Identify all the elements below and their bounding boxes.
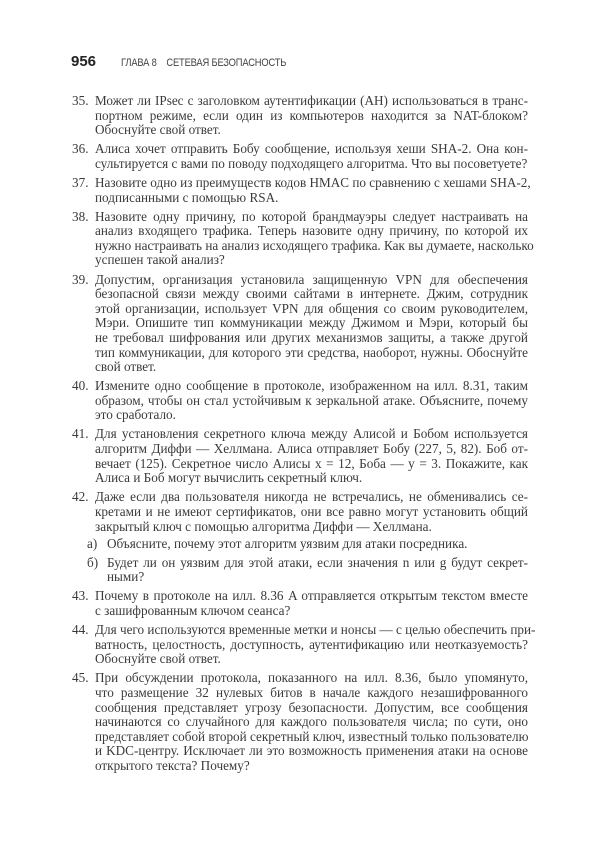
text-line: Алиса и Боб могут вычислить секретный ключ. bbox=[95, 470, 363, 486]
text-line: и KDC-центру. Исключает ли это возможность применения атаки на основе bbox=[95, 743, 528, 759]
text-line: Назовите одну причину, по которой брандмауэры следует настраивать на bbox=[95, 208, 528, 224]
exercise-item bbox=[72, 490, 528, 585]
text-line: вечает (125). Секретное число Алисы x = 12, Боба — y = 3. Покажите, как bbox=[95, 455, 528, 471]
text-line: образом, чтобы он стал устойчивым к зеркальной атаке. Объясните, почему bbox=[95, 392, 528, 408]
exercise-item bbox=[72, 671, 528, 773]
exercise-item bbox=[72, 427, 528, 485]
text-line: кретами и не имеют сертификатов, они все равно могут установить общий bbox=[95, 503, 528, 519]
text-line: подписанными с помощью RSA. bbox=[95, 189, 279, 205]
text-line: Почему в протоколе на илл. 8.36 A отправляется открытым текстом вместе bbox=[95, 588, 528, 604]
text-line: Может ли IPsec с заголовком аутентификации (AH) использоваться в транс- bbox=[95, 93, 528, 108]
text-line: Для установления секретного ключа между Алисой и Бобом используется bbox=[95, 426, 528, 442]
exercise-item bbox=[72, 379, 528, 423]
text-line: этой организации, использует VPN для общения со своим руководителем, bbox=[95, 300, 528, 316]
text-line: с зашифрованным ключом сеанса? bbox=[95, 603, 291, 618]
chapter-title: ГЛАВА 8 СЕТЕВАЯ БЕЗОПАСНОСТЬ bbox=[121, 57, 287, 69]
item-number: 45. bbox=[72, 670, 89, 686]
item-number: 39. bbox=[72, 271, 89, 287]
text-line: успешен такой анализ? bbox=[95, 252, 225, 268]
text-line: тип коммуникации, для которого эти средства, наоборот, нужны. Обоснуйте bbox=[95, 344, 528, 360]
text-line: нужно настраивать на анализ исходящего трафика. Как вы думаете, насколько bbox=[95, 237, 534, 253]
text-line: что размещение 32 нулевых битов в начале каждого незашифрованного bbox=[95, 684, 528, 700]
exercise-item bbox=[72, 273, 528, 375]
item-number: б) bbox=[87, 554, 99, 570]
text-line: представляет собой второй секретный ключ, известный только пользователю bbox=[95, 728, 529, 744]
text-line: закрытый ключ с помощью алгоритма Диффи — Хеллмана. bbox=[95, 518, 432, 534]
item-number: 36. bbox=[72, 141, 89, 157]
text-line: Алиса хочет отправить Бобу сообщение, используя хеши SHA-2. Она кон- bbox=[95, 141, 528, 157]
text-line: Объясните, почему этот алгоритм уязвим для атаки посредника. bbox=[107, 536, 468, 552]
text-line: Допустим, организация установила защищенную VPN для обеспечения bbox=[95, 271, 528, 287]
text-line: безопасной связи между своими сайтами в интернете. Джим, сотрудник bbox=[95, 286, 528, 302]
text-line: это сработало. bbox=[95, 407, 176, 423]
item-number: 41. bbox=[72, 426, 89, 442]
text-line: Для чего используются временные метки и нонсы — с целью обеспечить при- bbox=[95, 622, 536, 638]
exercise-item bbox=[72, 589, 528, 618]
text-line: Назовите одно из преимуществ кодов HMAC по сравнению с хешами SHA-2, bbox=[95, 174, 531, 190]
exercise-item bbox=[72, 94, 528, 138]
text-line: алгоритм Диффи — Хеллмана. Алиса отправляет Бобу (227, 5, 82). Боб от- bbox=[95, 441, 528, 457]
text-line: Даже если два пользователя никогда не встречались, не обменивались се- bbox=[95, 489, 528, 505]
text-line: Измените одно сообщение в протоколе, изображенном на илл. 8.31, таким bbox=[95, 378, 528, 394]
text-line: Обоснуйте свой ответ. bbox=[95, 651, 221, 667]
text-line: начинаются со случайного для каждого пользователя числа; по сути, оно bbox=[95, 714, 528, 730]
text-line: анализ входящего трафика. Теперь назовите одну причину, по которой их bbox=[95, 223, 528, 239]
item-number: а) bbox=[87, 536, 98, 552]
exercise-subitem bbox=[87, 537, 528, 552]
text-line: Обоснуйте свой ответ. bbox=[95, 122, 221, 138]
text-line: ватность, целостность, доступность, аутентификацию или неотказуемость? bbox=[95, 636, 528, 652]
running-header bbox=[71, 53, 315, 70]
text-line: сообщения представляет угрозу безопасности. Допустим, все сообщения bbox=[95, 699, 528, 715]
text-line: не требовал шифрования или других механизмов защиты, а также другой bbox=[95, 329, 528, 345]
item-number: 42. bbox=[72, 489, 89, 505]
text-line: свой ответ. bbox=[95, 359, 157, 375]
item-number: 35. bbox=[72, 93, 89, 108]
page-number: 956 bbox=[71, 53, 97, 70]
exercise-list bbox=[72, 93, 536, 778]
exercise-subitem bbox=[87, 556, 528, 585]
item-number: 40. bbox=[72, 378, 89, 394]
text-line: ными? bbox=[107, 569, 145, 585]
text-line: Будет ли он уязвим для этой атаки, если значения n или g будут секрет- bbox=[107, 554, 528, 570]
item-number: 43. bbox=[72, 588, 89, 604]
item-number: 37. bbox=[72, 174, 89, 190]
text-line: сультируется с вами по поводу подходящего алгоритма. Что вы посоветуете? bbox=[95, 155, 528, 171]
text-line: открытого текста? Почему? bbox=[95, 757, 250, 773]
text-line: Мэри. Опишите тип коммуникации между Джимом и Мэри, который бы bbox=[95, 315, 528, 331]
text-line: При обсуждении протокола, показанного на илл. 8.36, было упомянуто, bbox=[95, 670, 528, 686]
item-number: 38. bbox=[72, 208, 89, 224]
exercise-item bbox=[72, 622, 536, 667]
item-number: 44. bbox=[72, 622, 89, 638]
text-line: портном режиме, если один из компьютеров находится за NAT-блоком? bbox=[95, 107, 528, 123]
exercise-item bbox=[72, 142, 528, 171]
exercise-item bbox=[72, 208, 534, 268]
exercise-item bbox=[72, 174, 531, 205]
